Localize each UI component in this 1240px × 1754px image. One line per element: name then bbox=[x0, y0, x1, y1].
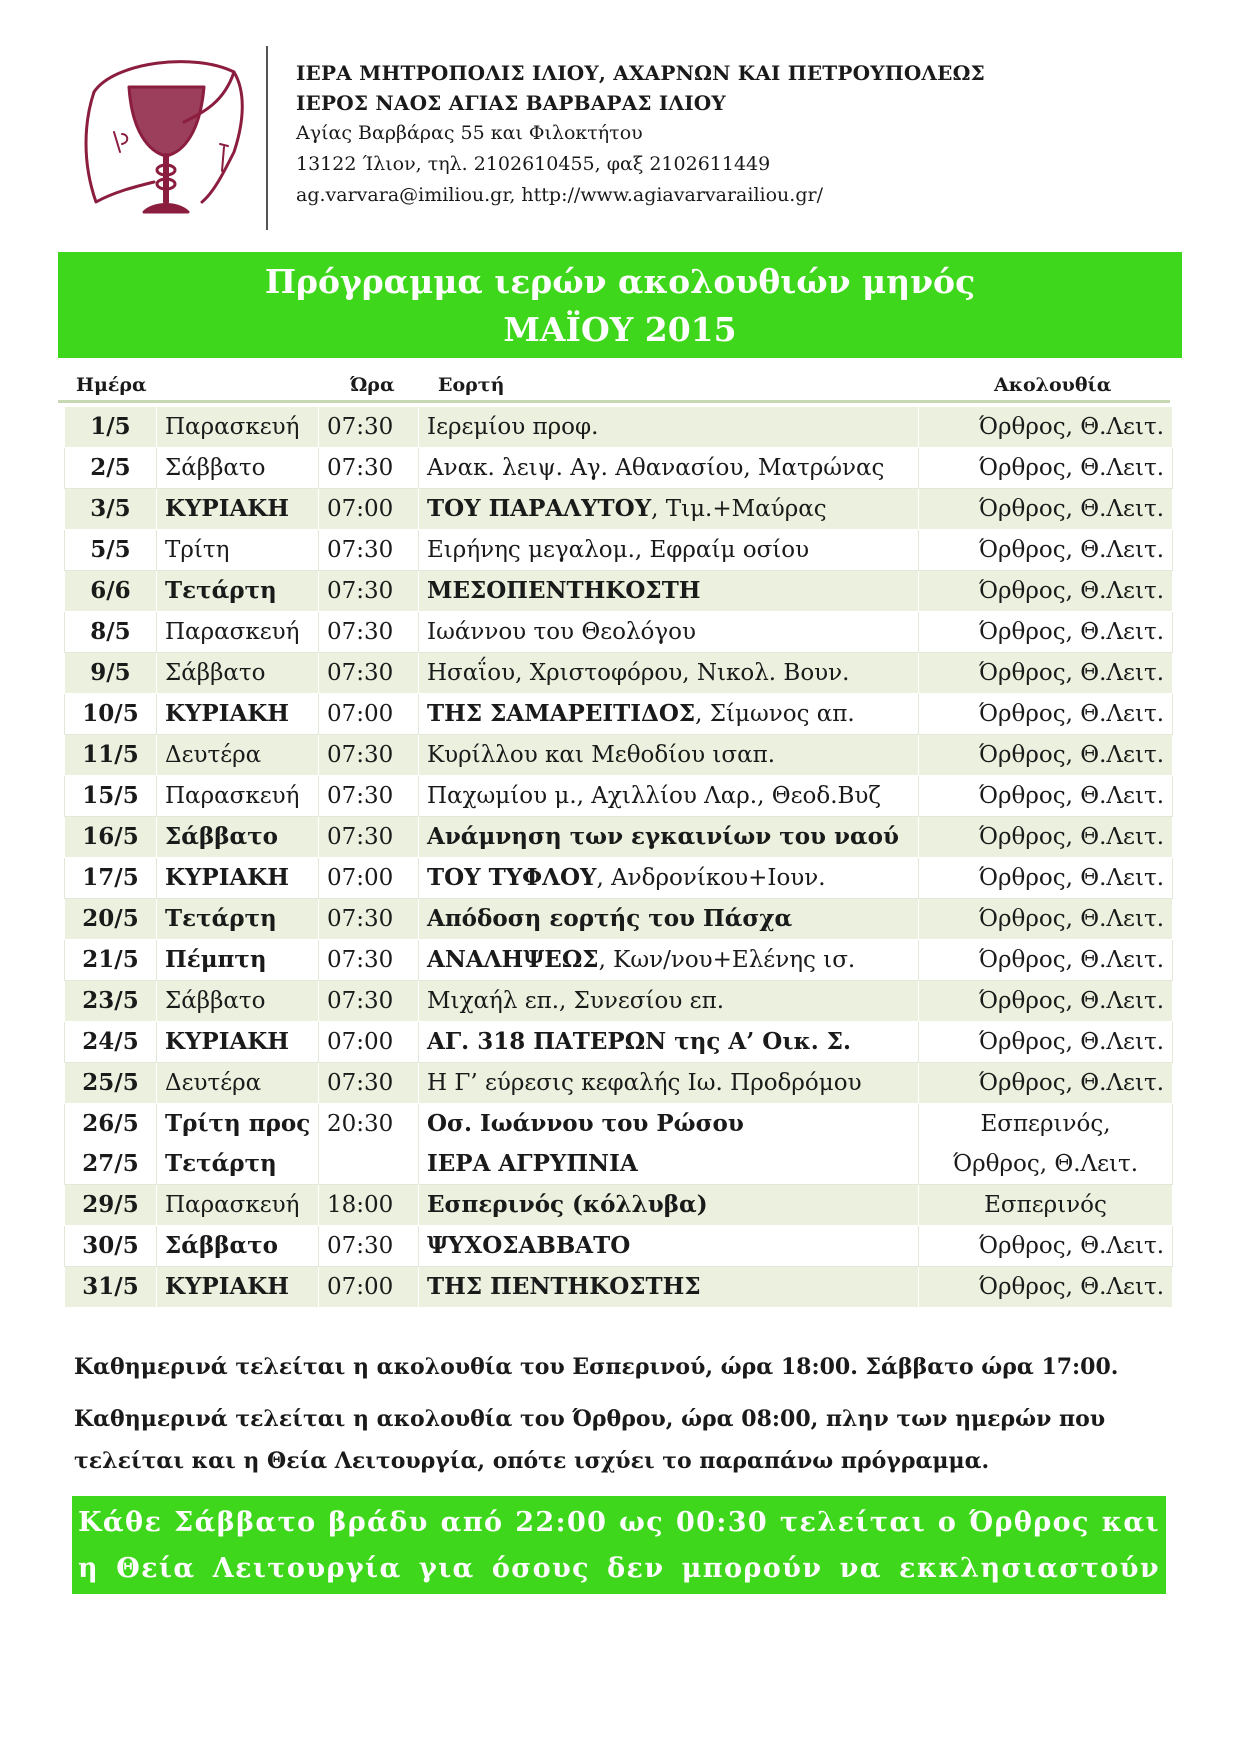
row-date: 8/5 bbox=[65, 612, 157, 653]
row-time: 18:00 bbox=[319, 1185, 419, 1226]
row-time: 07:30 bbox=[319, 776, 419, 817]
row-feast bbox=[419, 899, 919, 940]
row-feast-bold: Εσπερινός (κόλλυβα) bbox=[427, 1191, 708, 1218]
row-service: Όρθρος, Θ.Λειτ. bbox=[919, 1022, 1173, 1063]
row-feast-text: , Σίμωνος απ. bbox=[695, 701, 855, 727]
row-day: Σάββατο bbox=[157, 981, 319, 1022]
row-feast-text: Μιχαήλ επ., Συνεσίου επ. bbox=[427, 988, 725, 1014]
row-date: 24/5 bbox=[65, 1022, 157, 1063]
table-row bbox=[65, 776, 1173, 817]
row-date: 2/5 bbox=[65, 448, 157, 489]
header-divider bbox=[266, 46, 268, 230]
row-time: 07:00 bbox=[319, 489, 419, 530]
row-day: Σάββατο bbox=[157, 653, 319, 694]
row-time: 07:30 bbox=[319, 940, 419, 981]
table-row bbox=[65, 817, 1173, 858]
schedule-title: Πρόγραμμα ιερών ακολουθιών μηνός bbox=[264, 262, 976, 301]
address: Αγίας Βαρβάρας 55 και Φιλοκτήτου bbox=[296, 122, 643, 144]
row-feast-bold: ΤΟΥ ΠΑΡΑΛΥΤΟΥ bbox=[427, 495, 652, 522]
table-row bbox=[65, 612, 1173, 653]
vespers-note: Καθημερινά τελείται η ακολουθία του Εσπερινού, ώρα 18:00. Σάββατο ώρα 17:00. bbox=[74, 1354, 1119, 1380]
row-time: 07:30 bbox=[319, 899, 419, 940]
row-day: Δευτέρα bbox=[157, 1063, 319, 1104]
row-date: 5/5 bbox=[65, 530, 157, 571]
row-day: Σάββατο bbox=[157, 448, 319, 489]
row-service: Όρθρος, Θ.Λειτ. bbox=[919, 571, 1173, 612]
vigil-day-line-2: Τετάρτη bbox=[165, 1150, 277, 1177]
row-service: Όρθρος, Θ.Λειτ. bbox=[919, 1226, 1173, 1267]
row-service: Όρθρος, Θ.Λειτ. bbox=[919, 858, 1173, 899]
row-feast bbox=[419, 776, 919, 817]
row-service: Όρθρος, Θ.Λειτ. bbox=[919, 530, 1173, 571]
row-date: 20/5 bbox=[65, 899, 157, 940]
church-logo bbox=[74, 52, 256, 222]
row-time: 07:30 bbox=[319, 817, 419, 858]
metropolis-name: ΙΕΡΑ ΜΗΤΡΟΠΟΛΙΣ ΙΛΙΟΥ, ΑΧΑΡΝΩΝ ΚΑΙ ΠΕΤΡΟΥΠΟΛΕΩΣ bbox=[296, 61, 985, 85]
row-date: 16/5 bbox=[65, 817, 157, 858]
row-date: 3/5 bbox=[65, 489, 157, 530]
row-date: 11/5 bbox=[65, 735, 157, 776]
row-feast-text: Ησαΐου, Χριστοφόρου, Νικολ. Βουν. bbox=[427, 660, 850, 686]
notes bbox=[74, 1346, 1184, 1492]
row-service: Όρθρος, Θ.Λειτ. bbox=[919, 612, 1173, 653]
row-feast-bold: ΜΕΣΟΠΕΝΤΗΚΟΣΤΗ bbox=[427, 577, 701, 604]
row-service: Όρθρος, Θ.Λειτ. bbox=[919, 407, 1173, 448]
row-time: 07:30 bbox=[319, 981, 419, 1022]
row-feast bbox=[419, 653, 919, 694]
row-day: Παρασκευή bbox=[157, 776, 319, 817]
table-row bbox=[65, 899, 1173, 940]
row-feast-bold: ΤΟΥ ΤΥΦΛΟΥ bbox=[427, 864, 597, 891]
vigil-date bbox=[65, 1104, 157, 1185]
row-day: Σάββατο bbox=[157, 1226, 319, 1267]
schedule-table bbox=[64, 406, 1173, 1308]
row-service: Όρθρος, Θ.Λειτ. bbox=[919, 776, 1173, 817]
header-feast: Εορτή bbox=[438, 374, 505, 396]
table-row bbox=[65, 735, 1173, 776]
schedule-banner bbox=[58, 252, 1182, 358]
vigil-day-line-1: Τρίτη προς bbox=[165, 1110, 311, 1137]
row-time: 07:00 bbox=[319, 858, 419, 899]
contact-email-web: ag.varvara@imiliou.gr, http://www.agiavarvarailiou.gr/ bbox=[296, 184, 823, 206]
row-service: Όρθρος, Θ.Λειτ. bbox=[919, 899, 1173, 940]
row-time: 07:30 bbox=[319, 653, 419, 694]
header-time: Ώρα bbox=[350, 374, 395, 396]
row-day: ΚΥΡΙΑΚΗ bbox=[157, 1267, 319, 1308]
table-row bbox=[65, 571, 1173, 612]
row-feast-text: Ειρήνης μεγαλομ., Εφραίμ οσίου bbox=[427, 537, 810, 563]
row-time: 07:30 bbox=[319, 1063, 419, 1104]
table-row bbox=[65, 1267, 1173, 1308]
row-feast-bold: Απόδοση εορτής του Πάσχα bbox=[427, 905, 793, 932]
row-feast-text: Παχωμίου μ., Αχιλλίου Λαρ., Θεοδ.Βυζ bbox=[427, 783, 881, 809]
row-service: Όρθρος, Θ.Λειτ. bbox=[919, 448, 1173, 489]
vigil-day bbox=[157, 1104, 319, 1185]
table-row bbox=[65, 981, 1173, 1022]
row-service: Όρθρος, Θ.Λειτ. bbox=[919, 694, 1173, 735]
vigil-feast-line-1: Οσ. Ιωάννου του Ρώσου bbox=[427, 1110, 744, 1137]
vigil-service-line-2: Όρθρος, Θ.Λειτ. bbox=[952, 1151, 1139, 1177]
row-date: 17/5 bbox=[65, 858, 157, 899]
row-time: 07:30 bbox=[319, 1226, 419, 1267]
row-day: Παρασκευή bbox=[157, 407, 319, 448]
row-service: Όρθρος, Θ.Λειτ. bbox=[919, 940, 1173, 981]
row-feast-text: Ανακ. λειψ. Αγ. Αθανασίου, Ματρώνας bbox=[427, 455, 885, 481]
row-feast bbox=[419, 1226, 919, 1267]
row-day: ΚΥΡΙΑΚΗ bbox=[157, 858, 319, 899]
row-feast-bold: ΑΓ. 318 ΠΑΤΕΡΩΝ της Α’ Οικ. Σ. bbox=[427, 1028, 851, 1055]
row-feast bbox=[419, 1267, 919, 1308]
row-feast-bold: Ανάμνηση των εγκαινίων του ναού bbox=[427, 823, 899, 850]
table-row bbox=[65, 694, 1173, 735]
row-feast-bold: ΤΗΣ ΠΕΝΤΗΚΟΣΤΗΣ bbox=[427, 1273, 701, 1300]
table-row bbox=[65, 653, 1173, 694]
row-time: 07:30 bbox=[319, 407, 419, 448]
row-day: Παρασκευή bbox=[157, 1185, 319, 1226]
row-service: Όρθρος, Θ.Λειτ. bbox=[919, 735, 1173, 776]
church-header bbox=[296, 58, 1196, 211]
row-date: 31/5 bbox=[65, 1267, 157, 1308]
row-date: 6/6 bbox=[65, 571, 157, 612]
row-time: 07:30 bbox=[319, 735, 419, 776]
row-date: 10/5 bbox=[65, 694, 157, 735]
schedule-body bbox=[65, 407, 1173, 1308]
saturday-night-notice: Κάθε Σάββατο βράδυ από 22:00 ως 00:30 τελείται ο Όρθρος και η Θεία Λειτουργία για όσους δεν μπορούν να εκκλησιαστούν την Κυριακή το πρωί. bbox=[72, 1496, 1166, 1594]
row-day: Πέμπτη bbox=[157, 940, 319, 981]
row-day: Τετάρτη bbox=[157, 899, 319, 940]
table-row bbox=[65, 489, 1173, 530]
row-date: 30/5 bbox=[65, 1226, 157, 1267]
vigil-time-line-1: 20:30 bbox=[327, 1111, 394, 1137]
vigil-service bbox=[919, 1104, 1173, 1185]
row-feast bbox=[419, 448, 919, 489]
header-day: Ημέρα bbox=[76, 374, 147, 396]
vigil-feast bbox=[419, 1104, 919, 1185]
row-feast bbox=[419, 694, 919, 735]
row-date: 29/5 bbox=[65, 1185, 157, 1226]
table-row bbox=[65, 1063, 1173, 1104]
table-row bbox=[65, 858, 1173, 899]
row-date: 15/5 bbox=[65, 776, 157, 817]
row-day: ΚΥΡΙΑΚΗ bbox=[157, 694, 319, 735]
row-date: 21/5 bbox=[65, 940, 157, 981]
row-day: Τρίτη bbox=[157, 530, 319, 571]
contact-phone: 13122 Ίλιον, τηλ. 2102610455, φαξ 2102611449 bbox=[296, 153, 771, 175]
vigil-feast-line-2: ΙΕΡΑ ΑΓΡΥΠΝΙΑ bbox=[427, 1150, 638, 1177]
row-feast-text: , Τιμ.+Μαύρας bbox=[651, 496, 827, 522]
row-time: 07:30 bbox=[319, 612, 419, 653]
row-day: ΚΥΡΙΑΚΗ bbox=[157, 489, 319, 530]
vigil-date-line-1: 26/5 bbox=[82, 1110, 139, 1137]
chalice-icon bbox=[74, 52, 256, 222]
row-feast-bold: ΤΗΣ ΣΑΜΑΡΕΙΤΙΔΟΣ bbox=[427, 700, 696, 727]
vigil-row bbox=[65, 1104, 1173, 1185]
row-time: 07:00 bbox=[319, 694, 419, 735]
row-service: Όρθρος, Θ.Λειτ. bbox=[919, 1063, 1173, 1104]
table-row bbox=[65, 1185, 1173, 1226]
row-feast-bold: ΨΥΧΟΣΑΒΒΑΤΟ bbox=[427, 1232, 631, 1259]
table-row bbox=[65, 448, 1173, 489]
row-service: Όρθρος, Θ.Λειτ. bbox=[919, 489, 1173, 530]
table-row bbox=[65, 530, 1173, 571]
row-day: Δευτέρα bbox=[157, 735, 319, 776]
vigil-time bbox=[319, 1104, 419, 1185]
row-feast bbox=[419, 1063, 919, 1104]
row-day: Σάββατο bbox=[157, 817, 319, 858]
row-feast-text: Η Γ’ εύρεσις κεφαλής Ιω. Προδρόμου bbox=[427, 1070, 862, 1096]
row-feast bbox=[419, 858, 919, 899]
row-service: Όρθρος, Θ.Λειτ. bbox=[919, 817, 1173, 858]
table-row bbox=[65, 940, 1173, 981]
vigil-service-line-1: Εσπερινός, bbox=[980, 1111, 1111, 1137]
row-feast bbox=[419, 735, 919, 776]
row-service: Εσπερινός bbox=[919, 1185, 1173, 1226]
row-feast bbox=[419, 489, 919, 530]
row-time: 07:30 bbox=[319, 448, 419, 489]
row-day: Παρασκευή bbox=[157, 612, 319, 653]
row-date: 23/5 bbox=[65, 981, 157, 1022]
row-date: 9/5 bbox=[65, 653, 157, 694]
header-service: Ακολουθία bbox=[994, 374, 1112, 396]
row-feast bbox=[419, 981, 919, 1022]
header-rule bbox=[58, 400, 1170, 403]
row-day: ΚΥΡΙΑΚΗ bbox=[157, 1022, 319, 1063]
schedule-month: ΜΑΪΟΥ 2015 bbox=[503, 310, 737, 349]
row-time: 07:00 bbox=[319, 1022, 419, 1063]
row-time: 07:30 bbox=[319, 571, 419, 612]
row-feast-text: , Ανδρονίκου+Ιουν. bbox=[596, 865, 826, 891]
table-header bbox=[0, 370, 1240, 404]
row-service: Όρθρος, Θ.Λειτ. bbox=[919, 981, 1173, 1022]
row-feast-text: Ιερεμίου προφ. bbox=[427, 414, 599, 440]
row-date: 1/5 bbox=[65, 407, 157, 448]
row-time: 07:00 bbox=[319, 1267, 419, 1308]
row-feast-text: Κυρίλλου και Μεθοδίου ισαπ. bbox=[427, 742, 776, 768]
table-row bbox=[65, 1022, 1173, 1063]
row-feast-text: Ιωάννου του Θεολόγου bbox=[427, 619, 696, 645]
row-feast bbox=[419, 407, 919, 448]
row-date: 25/5 bbox=[65, 1063, 157, 1104]
row-feast bbox=[419, 530, 919, 571]
row-service: Όρθρος, Θ.Λειτ. bbox=[919, 1267, 1173, 1308]
matins-note: Καθημερινά τελείται η ακολουθία του Όρθρου, ώρα 08:00, πλην των ημερών που τελείται και η Θεία Λειτουργία, οπότε ισχύει το παραπάνω πρόγραμμα. bbox=[74, 1406, 1106, 1474]
table-row bbox=[65, 407, 1173, 448]
row-day: Τετάρτη bbox=[157, 571, 319, 612]
row-feast bbox=[419, 940, 919, 981]
row-feast bbox=[419, 1022, 919, 1063]
row-feast-text: , Κων/νου+Ελένης ισ. bbox=[598, 947, 856, 973]
row-feast bbox=[419, 612, 919, 653]
row-service: Όρθρος, Θ.Λειτ. bbox=[919, 653, 1173, 694]
vigil-date-line-2: 27/5 bbox=[82, 1150, 139, 1177]
row-feast bbox=[419, 817, 919, 858]
row-time: 07:30 bbox=[319, 530, 419, 571]
church-name: ΙΕΡΟΣ ΝΑΟΣ ΑΓΙΑΣ ΒΑΡΒΑΡΑΣ ΙΛΙΟΥ bbox=[296, 91, 726, 115]
row-feast-bold: ΑΝΑΛΗΨΕΩΣ bbox=[427, 946, 599, 973]
table-row bbox=[65, 1226, 1173, 1267]
row-feast bbox=[419, 1185, 919, 1226]
row-feast bbox=[419, 571, 919, 612]
